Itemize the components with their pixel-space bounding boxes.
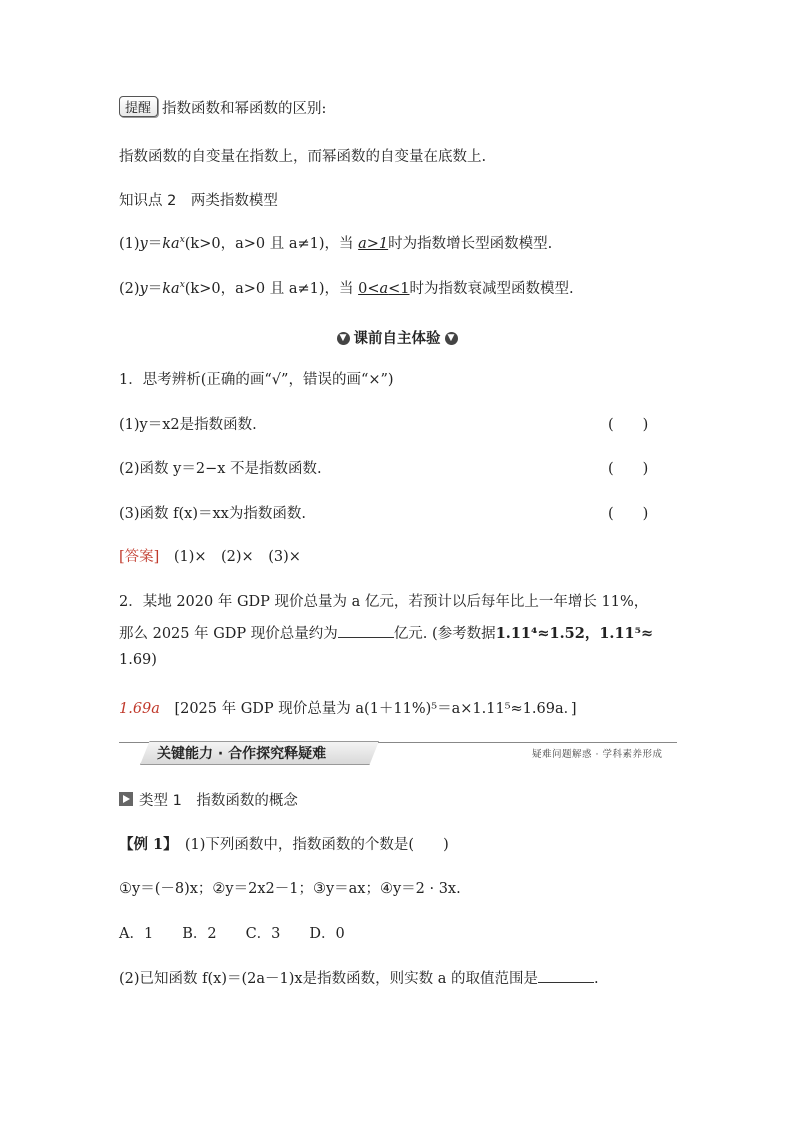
knowledge-item-1: $(1)y=ka^x(k>0$，a>0 且 a≠1)，当 a>1时为指数增长型函数模型. [119,235,553,252]
example1-options: A．1 B．2 C．3 D．0 [119,926,345,942]
type1-title: 类型 1 指数函数的概念 [119,789,298,810]
answer-blank[interactable] [538,970,594,983]
q2-answer-value: 1.69a [119,701,160,717]
q2-stem-line2: 那么 2025 年 GDP 现价总量约为 亿元. (参考数据1.11⁴≈1.52，1.11⁵≈ [119,625,654,642]
banner-subtitle: 疑难问题解惑 · 学科素养形成 [532,749,663,760]
tip-body: 指数函数的自变量在指数上，而幂函数的自变量在底数上. [119,149,487,165]
answer-label: [答案] [119,549,160,565]
q1-paren-3: ( ) [608,506,649,522]
q1-paren-1: ( ) [608,417,649,433]
example-label: 【例 1】 [119,836,171,853]
knowledge-title: 知识点 2 两类指数模型 [119,193,278,209]
q1-paren-2: ( ) [608,461,649,477]
example1-funcs: ①y＝(－8)x；②y＝2x2－1；③y＝ax；④y＝2 · 3x. [119,881,461,897]
example1-q2: (2)已知函数 f(x)＝(2a－1)x是指数函数，则实数 a 的取值范围是 . [119,971,599,987]
answer-blank[interactable] [338,625,394,638]
section-header: ▼ 课前自主体验 ▼ [0,327,794,348]
banner-title: 关键能力 · 合作探究释疑难 [157,746,327,762]
tip-heading-text: 指数函数和幂函数的区别: [162,101,327,117]
q1-item-2: (2)函数 y＝2−x 不是指数函数. [119,461,322,477]
q2-stem-line3: 1.69) [119,652,157,668]
growth-condition: a>1 [358,236,389,252]
decay-condition: 0<a<1 [358,281,410,297]
knowledge-item-2: $(2)y=ka^x(k>0$，a>0 且 a≠1)，当 0<a<1时为指数衰减型函数模型. [119,280,574,297]
tip-heading [119,97,326,118]
q1-stem: 1．思考辨析(正确的画“√”，错误的画“×”) [119,372,394,388]
q1-item-3: (3)函数 f(x)＝xx为指数函数. [119,506,306,522]
tip-badge: 提醒 [119,96,158,117]
q1-answer: [答案] (1)× (2)× (3)× [119,549,301,565]
chevron-down-icon: ▼ [337,332,350,345]
play-icon [119,792,133,806]
q2-answer: 1.69a [2025 年 GDP 现价总量为 a(1＋11%)⁵＝a×1.11⁵≈1.69a．] [119,701,577,717]
q2-stem-line1: 2．某地 2020 年 GDP 现价总量为 a 亿元，若预计以后每年比上一年增长 11%， [119,594,649,610]
chevron-down-icon: ▼ [445,332,458,345]
example1-q1: 【例 1】 (1)下列函数中，指数函数的个数是( ) [119,836,449,853]
q1-item-1: (1)y＝x2是指数函数. [119,417,257,433]
